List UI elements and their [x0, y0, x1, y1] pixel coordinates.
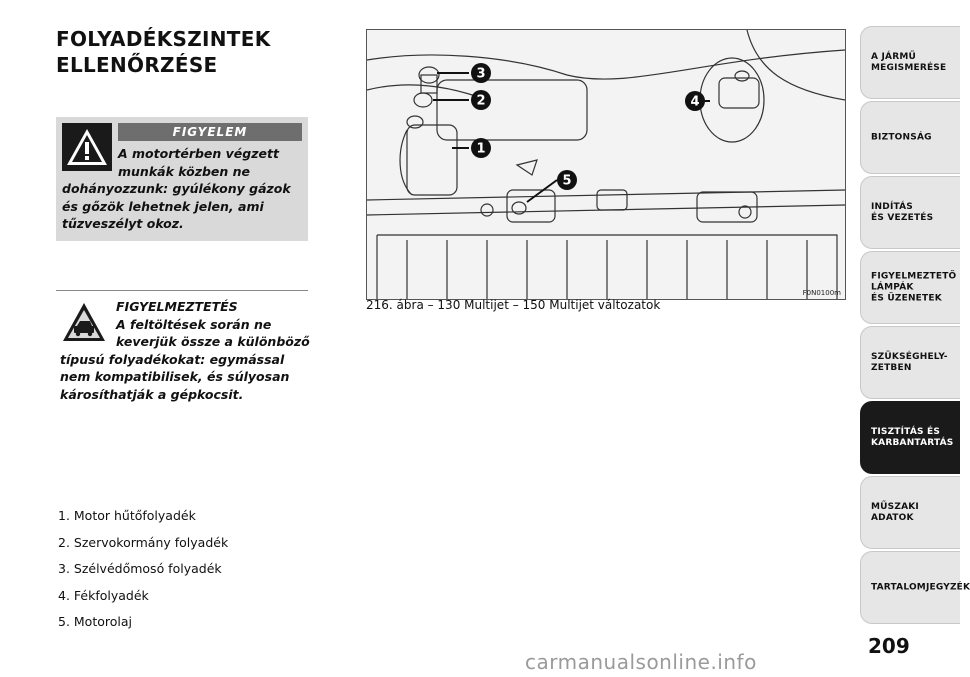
warning-box — [56, 117, 308, 241]
engine-bay-illustration — [367, 30, 845, 299]
callout-3 — [471, 63, 491, 83]
nav-tab-jarmu-megismerese[interactable] — [860, 26, 960, 99]
list-item: 4. Fékfolyadék — [58, 587, 149, 603]
callout-5-label: 5 — [562, 173, 572, 189]
nav-tab-label: TARTALOMJEGYZÉK — [871, 582, 970, 592]
nav-tab-label: BIZTONSÁG — [871, 132, 932, 142]
engine-bay-figure — [366, 29, 846, 300]
callout-4 — [685, 91, 705, 111]
nav-tab-label: FIGYELMEZTETŐ LÁMPÁK ÉS ÜZENETEK — [871, 271, 957, 303]
chapter-nav — [860, 26, 970, 626]
list-item: 1. Motor hűtőfolyadék — [58, 508, 196, 523]
page-title — [56, 26, 271, 78]
callout-4-label: 4 — [690, 94, 700, 110]
caution-rest: típusú folyadékokat: egymással nem kompatibilisek, és súlyosan károsíthatják a gépkocsit. — [60, 351, 290, 402]
list-item: 3. Szélvédőmosó folyadék — [58, 561, 222, 576]
nav-tab-szukseghelyzetben[interactable] — [860, 326, 960, 399]
warning-header: FIGYELEM — [118, 123, 302, 141]
nav-tab-label: INDÍTÁS ÉS VEZETÉS — [871, 201, 934, 223]
title-line-1: FOLYADÉKSZINTEK — [56, 27, 271, 51]
watermark: carmanualsonline.info — [525, 650, 757, 674]
callout-2-label: 2 — [476, 93, 486, 109]
caution-header: FIGYELMEZTETÉS — [116, 299, 238, 314]
nav-tab-tisztitas-es-karbantartas[interactable] — [860, 401, 960, 474]
warning-line-1: A motortérben végzett — [118, 146, 279, 161]
warning-line-2: munkák közben ne — [118, 163, 251, 179]
callout-1-label: 1 — [476, 141, 486, 157]
caution-line-1: A feltöltések során ne — [116, 316, 272, 332]
list-item: 2. Szervokormány folyadék — [58, 534, 229, 550]
nav-tab-label: MŰSZAKI ADATOK — [871, 501, 919, 523]
caution-divider — [56, 290, 308, 291]
callout-1 — [471, 138, 491, 158]
list-item: 5. Motorolaj — [58, 614, 132, 629]
nav-tab-tartalomjegyzek[interactable] — [860, 551, 970, 624]
figure-caption: 216. ábra – 130 Multijet – 150 Multijet változatok — [366, 298, 661, 312]
nav-tab-inditas-es-vezetes[interactable] — [860, 176, 960, 249]
nav-tab-label: SZÜKSÉGHELY- ZETBEN — [871, 351, 948, 373]
nav-tab-label: TISZTÍTÁS ÉS KARBANTARTÁS — [871, 426, 954, 448]
nav-tab-biztonsag[interactable] — [860, 101, 960, 174]
warning-text — [62, 145, 302, 233]
nav-tab-figyelmezteto-lampak[interactable] — [860, 251, 960, 324]
nav-tab-muszaki-adatok[interactable] — [860, 476, 960, 549]
callout-3-label: 3 — [476, 66, 486, 82]
caution-line-2: keverjük össze a különböző — [116, 334, 310, 349]
callout-5 — [557, 170, 577, 190]
callout-2 — [471, 90, 491, 110]
page-number: 209 — [868, 634, 910, 658]
parts-list — [58, 503, 228, 636]
title-line-2: ELLENŐRZÉSE — [56, 53, 218, 77]
warning-rest: dohányozzunk: gyúlékony gázok és gőzök lehetnek jelen, ami tűzveszélyt okoz. — [62, 181, 291, 231]
figure-code: F0N0100m — [802, 289, 841, 297]
caution-text — [60, 298, 312, 403]
nav-tab-label: A JÁRMŰ MEGISMERÉSE — [871, 51, 947, 73]
